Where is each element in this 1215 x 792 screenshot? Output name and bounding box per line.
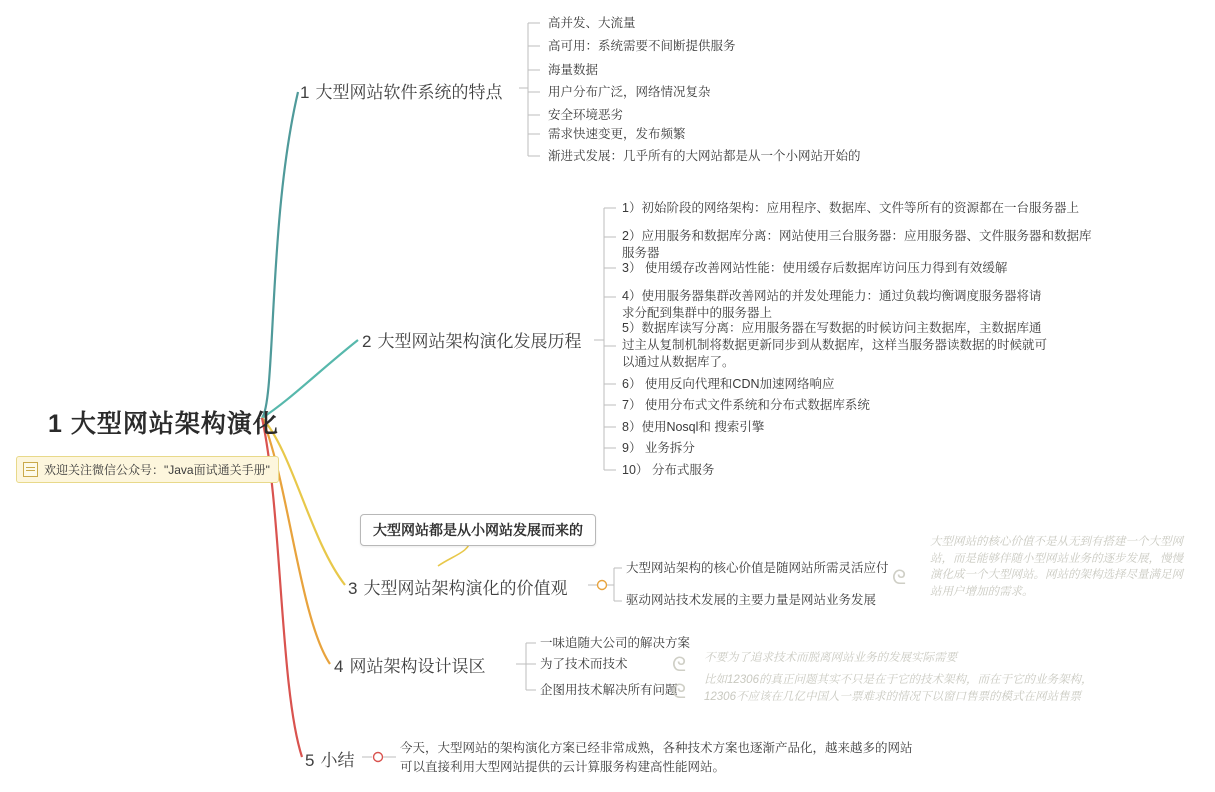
root-title: 1 大型网站架构演化 — [48, 410, 279, 438]
branch-2-item-3: 3） 使用缓存改善网站性能：使用缓存后数据库访问压力得到有效缓解 — [622, 261, 1008, 275]
branch-1-item-5: 安全环境恶劣 — [548, 108, 624, 122]
branch-2-label: 大型网站架构演化发展历程 — [377, 332, 582, 351]
root-note-text: 欢迎关注微信公众号："Java面试通关手册" — [44, 463, 270, 477]
branch-2-title[interactable] — [362, 327, 581, 352]
branch-3-item-1: 大型网站架构的核心价值是随网站所需灵活应付 — [626, 561, 889, 575]
branch-4-item-2: 为了技术而技术 — [540, 657, 628, 671]
branch-5-label: 小结 — [320, 751, 355, 770]
branch-2-item-6: 6） 使用反向代理和CDN加速网络响应 — [622, 377, 835, 391]
branch-3-faded-note: 大型网站的核心价值不是从无到有搭建一个大型网站，而是能够伴随小型网站业务的逐步发展，慢慢演化成一个大型网站。网站的架构选择尽量满足网站用户增加的需求。 — [930, 536, 1183, 598]
branch-4-label: 网站架构设计误区 — [349, 657, 486, 676]
branch-3-title[interactable] — [348, 574, 567, 599]
branch-3-callout: 大型网站都是从小网站发展而来的 — [360, 514, 596, 546]
branch-2-item-8: 8）使用Nosql和 搜索引擎 — [622, 420, 765, 434]
branch-1-title[interactable] — [300, 78, 502, 103]
branch-3-squiggle-icon: ᘓ — [892, 567, 907, 589]
branch-4-title[interactable] — [334, 652, 485, 677]
branch-4-item-3: 企图用技术解决所有问题 — [540, 683, 678, 697]
branch-4-faded-note-2: 比如12306的真正问题其实不只是在于它的技术架构，而在于它的业务架构，12306不应该在几亿中国人一票难求的情况下以窗口售票的模式在网站售票 — [704, 674, 1093, 703]
branch-4-item-1: 一味追随大公司的解决方案 — [540, 636, 691, 650]
branch-2-number: 2 — [362, 332, 372, 351]
branch-1-number: 1 — [300, 83, 310, 102]
branch-5-number: 5 — [305, 751, 315, 770]
branch-1-item-4: 用户分布广泛，网络情况复杂 — [548, 85, 711, 99]
branch-5-summary: 今天，大型网站的架构演化方案已经非常成熟，各种技术方案也逐渐产品化，越来越多的网站可以直接利用大型网站提供的云计算服务构建高性能网站。 — [400, 741, 913, 774]
branch-4-faded-note-1: 不要为了追求技术而脱离网站业务的发展实际需要 — [704, 652, 957, 664]
branch-4-squiggle-icon-2: ᘓ — [672, 681, 687, 703]
branch-1-item-1: 高并发、大流量 — [548, 16, 636, 30]
branch-5-title[interactable] — [305, 746, 354, 771]
branch-2-item-1: 1）初始阶段的网络架构：应用程序、数据库、文件等所有的资源都在一台服务器上 — [622, 201, 1079, 215]
branch-2-item-5: 5）数据库读写分离：应用服务器在写数据的时候访问主数据库，主数据库通过主从复制机制将数据更新同步到从数据库，这样当服务器读数据的时候就可以通过从数据库了。 — [622, 321, 1048, 369]
branch-1-item-7: 渐进式发展：几乎所有的大网站都是从一个小网站开始的 — [548, 149, 861, 163]
branch-3-number: 3 — [348, 579, 358, 598]
branch-2-item-9: 9） 业务拆分 — [622, 441, 695, 455]
branch-4-number: 4 — [334, 657, 344, 676]
branch-2-item-4: 4）使用服务器集群改善网站的并发处理能力：通过负载均衡调度服务器将请求分配到集群中的服务器上 — [622, 289, 1042, 320]
branch-1-label: 大型网站软件系统的特点 — [315, 83, 503, 102]
branch-1-item-6: 需求快速变更，发布频繁 — [548, 127, 686, 141]
branch-3-item-2: 驱动网站技术发展的主要力量是网站业务发展 — [626, 593, 877, 607]
branch-4-squiggle-icon-1: ᘓ — [672, 654, 687, 676]
branch-2-item-7: 7） 使用分布式文件系统和分布式数据库系统 — [622, 398, 870, 412]
branch-1-item-3: 海量数据 — [548, 63, 599, 77]
branch-2-item-10: 10） 分布式服务 — [622, 463, 715, 477]
branch-2-item-2: 2）应用服务和数据库分离：网站使用三台服务器：应用服务器、文件服务器和数据库服务器 — [622, 229, 1092, 260]
branch-3-label: 大型网站架构演化的价值观 — [363, 579, 568, 598]
root-note-badge — [16, 456, 279, 483]
branch-1-item-2: 高可用：系统需要不间断提供服务 — [548, 39, 736, 53]
note-icon — [23, 462, 38, 477]
